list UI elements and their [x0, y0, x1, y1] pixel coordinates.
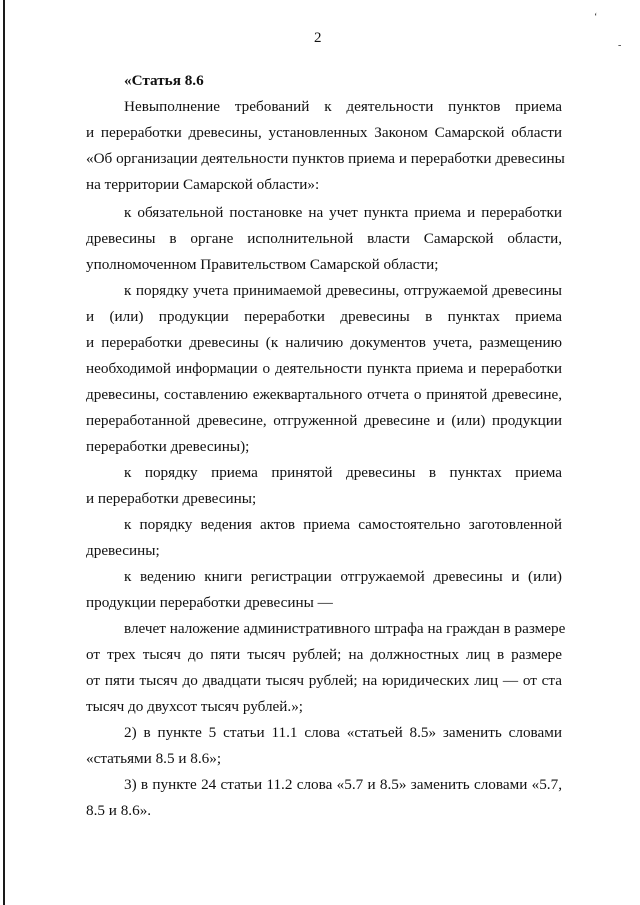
text-line: уполномоченном Правительством Самарской области;	[86, 256, 439, 273]
text-line: Невыполнение требований к деятельности пунктов приема	[124, 98, 562, 115]
text-line: к ведению книги регистрации отгружаемой древесины и (или)	[124, 568, 562, 585]
text-line: к порядку приема принятой древесины в пунктах приема	[124, 464, 562, 481]
text-line: древесины в органе исполнительной власти Самарской области,	[86, 230, 562, 247]
corner-mark: ‘	[594, 12, 598, 23]
text-line: 8.5 и 8.6».	[86, 802, 152, 819]
paragraph	[86, 616, 566, 720]
scan-edge-line	[3, 0, 5, 905]
text-line: 2) в пункте 5 статьи 11.1 слова «статьей 8.5» заменить словами	[124, 724, 562, 741]
text-line: и переработки древесины (к наличию документов учета, размещению	[86, 334, 562, 351]
text-line: 3) в пункте 24 статьи 11.2 слова «5.7 и 8.5» заменить словами «5.7,	[124, 776, 562, 793]
page-number: 2	[314, 30, 322, 46]
text-line: тысяч до двухсот тысяч рублей.»;	[86, 698, 304, 715]
paragraph	[86, 278, 562, 460]
paragraph	[86, 200, 562, 278]
paragraph	[86, 772, 562, 824]
text-line: «статьями 8.5 и 8.6»;	[86, 750, 222, 767]
text-line: древесины, составлению ежеквартального отчета о принятой древесине,	[86, 386, 562, 403]
text-line: и переработки древесины, установленных Законом Самарской области	[86, 124, 562, 141]
paragraph	[86, 512, 562, 564]
text-line: и (или) продукции переработки древесины в пунктах приема	[86, 308, 562, 325]
text-line: к обязательной постановке на учет пункта приема и переработки	[124, 204, 562, 221]
paragraph	[86, 94, 565, 198]
text-line: на территории Самарской области»:	[86, 176, 320, 193]
text-line: и переработки древесины;	[86, 490, 257, 507]
text-line: от пяти тысяч до двадцати тысяч рублей; на юридических лиц — от ста	[86, 672, 562, 689]
text-line: «Об организации деятельности пунктов приема и переработки древесины	[86, 150, 565, 167]
article-heading: «Статья 8.6	[124, 72, 204, 89]
text-line: к порядку ведения актов приема самостоятельно заготовленной	[124, 516, 562, 533]
text-line: переработанной древесине, отгруженной древесине и (или) продукции	[86, 412, 562, 429]
text-line: от трех тысяч до пяти тысяч рублей; на должностных лиц в размере	[86, 646, 562, 663]
paragraph	[86, 460, 562, 512]
text-line: продукции переработки древесины —	[86, 594, 333, 611]
text-line: к порядку учета принимаемой древесины, отгружаемой древесины	[124, 282, 562, 299]
text-line: необходимой информации о деятельности пункта приема и переработки	[86, 360, 562, 377]
text-line: влечет наложение административного штрафа на граждан в размере	[124, 620, 566, 637]
text-line: переработки древесины);	[86, 438, 250, 455]
text-line: древесины;	[86, 542, 160, 559]
corner-mark: -	[618, 40, 622, 51]
paragraph	[86, 564, 562, 616]
paragraph	[86, 720, 562, 772]
